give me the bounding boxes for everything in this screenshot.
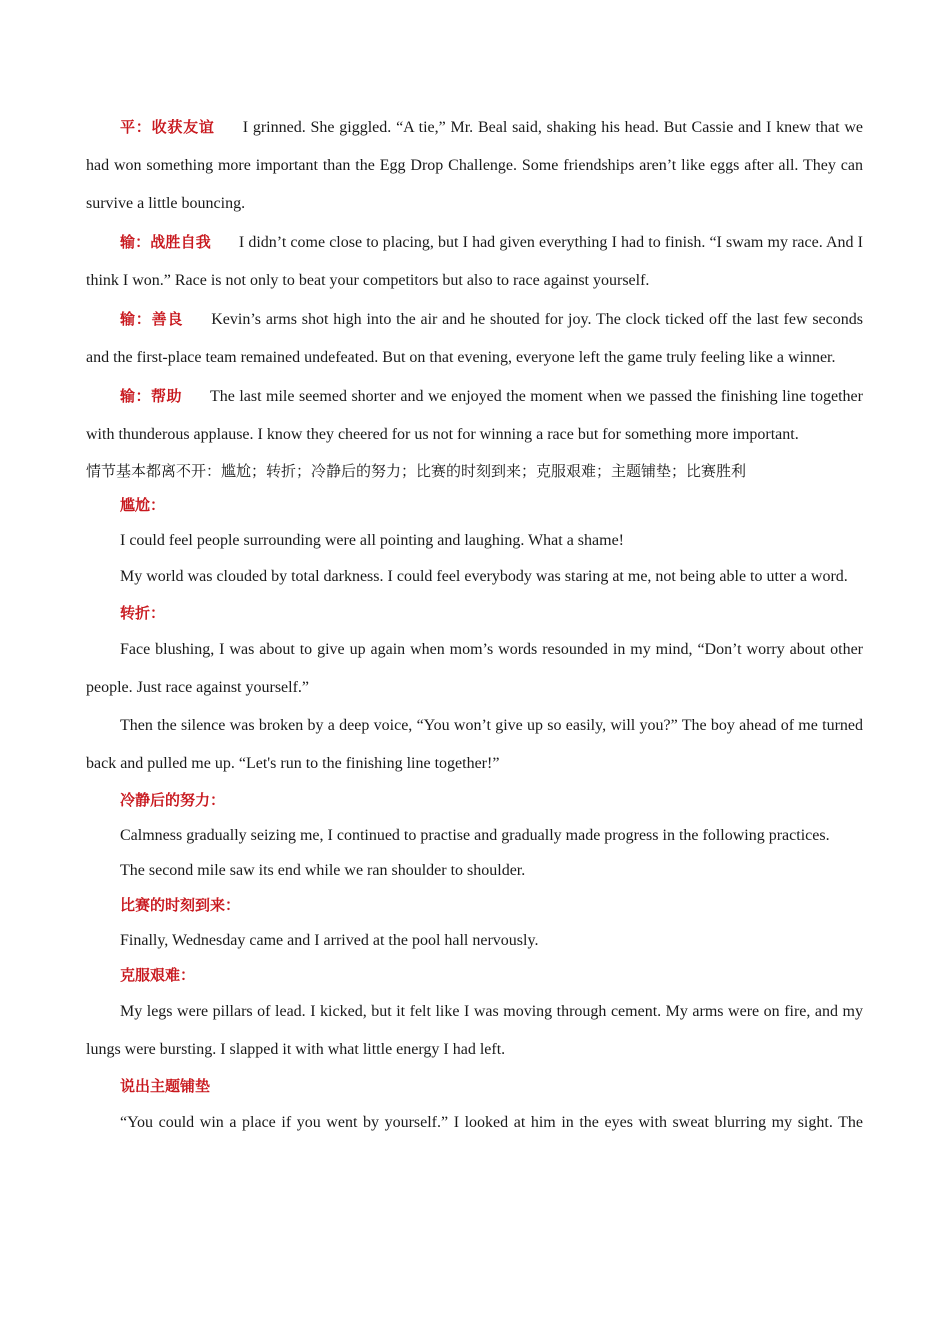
section-heading-embarrassment: 尴尬： [120, 496, 166, 514]
outcome-label: 输：善良 [120, 310, 184, 328]
body-paragraph: I could feel people surrounding were all pointing and laughing. What a shame! [120, 532, 624, 549]
outcome-label: 平：收获友谊 [120, 118, 215, 136]
outcome-text: I grinned. She giggled. “A tie,” Mr. Beal said, shaking his head. But Cassie and I knew that we had won something more important than the Egg Drop Challenge. Some friendships aren’t like eggs after all. They can survive a little bouncing. [86, 119, 863, 212]
outcome-text: Kevin’s arms shot high into the air and he shouted for joy. The clock ticked off the last few seconds and the first-place team remained undefeated. But on that evening, everyone left the game truly feeling like a winner. [86, 311, 863, 366]
document-page [86, 108, 863, 1142]
body-paragraph: The second mile saw its end while we ran shoulder to shoulder. [120, 862, 526, 879]
body-paragraph: Finally, Wednesday came and I arrived at the pool hall nervously. [120, 932, 539, 949]
section-heading-overcoming: 克服艰难： [120, 966, 196, 984]
body-paragraph: “You could win a place if you went by yourself.” I looked at him in the eyes with sweat blurring my sight. The [120, 1114, 863, 1131]
outcome-label: 输：战胜自我 [120, 233, 211, 251]
body-paragraph: My world was clouded by total darkness. I could feel everybody was staring at me, not being able to utter a word. [120, 568, 848, 585]
section-heading-theme: 说出主题铺垫 [120, 1077, 211, 1095]
section-heading-effort: 冷静后的努力： [120, 791, 226, 809]
outcome-paragraph-self [86, 223, 863, 300]
plot-summary: 情节基本都离不开：尴尬；转折；冷静后的努力；比赛的时刻到来；克服艰难；主题铺垫；比赛胜利 [86, 462, 747, 480]
section-heading-race-day: 比赛的时刻到来： [120, 896, 241, 914]
body-paragraph: Then the silence was broken by a deep voice, “You won’t give up so easily, will you?” The boy ahead of me turned back and pulled me up. “Let's run to the finishing line together!” [86, 717, 863, 772]
outcome-text: I didn’t come close to placing, but I had given everything I had to finish. “I swam my race. And I think I won.” Race is not only to beat your competitors but also to race against yourself. [86, 234, 863, 289]
outcome-paragraph-friendship [86, 108, 863, 223]
outcome-paragraph-help [86, 377, 863, 454]
section-heading-turning-point: 转折： [120, 604, 166, 622]
outcome-label: 输：帮助 [120, 387, 182, 405]
outcome-paragraph-kindness [86, 300, 863, 377]
body-paragraph: Calmness gradually seizing me, I continued to practise and gradually made progress in the following practices. [120, 827, 830, 844]
outcome-text: The last mile seemed shorter and we enjoyed the moment when we passed the finishing line together with thunderous applause. I know they cheered for us not for winning a race but for something more important. [86, 388, 863, 443]
body-paragraph: Face blushing, I was about to give up again when mom’s words resounded in my mind, “Don’t worry about other people. Just race against yourself.” [86, 641, 863, 696]
body-paragraph: My legs were pillars of lead. I kicked, but it felt like I was moving through cement. My arms were on fire, and my lungs were bursting. I slapped it with what little energy I had left. [86, 1003, 863, 1058]
